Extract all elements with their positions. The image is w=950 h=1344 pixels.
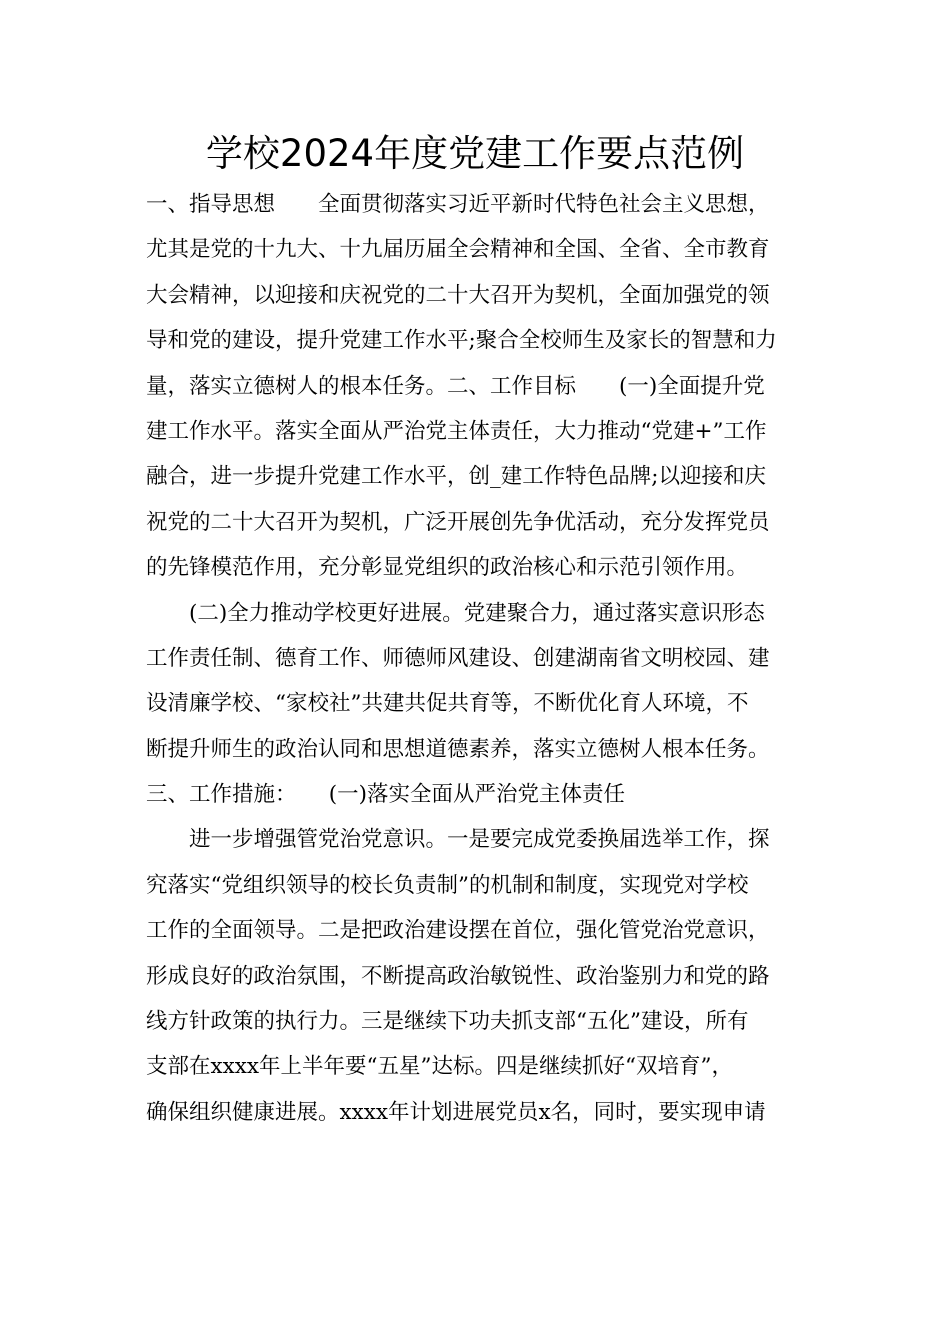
text-line: 融合，进一步提升党建工作水平，创_建工作特色品牌;以迎接和庆 — [146, 464, 766, 490]
text-line: 线方针政策的执行力。三是继续下功夫抓支部“五化”建设，所有 — [146, 1009, 749, 1035]
text-line: 确保组织健康进展。xxxx年计划进展党员x名，同时，要实现申请 — [146, 1099, 766, 1125]
text-line: 尤其是党的十九大、十九届历届全会精神和全国、全省、全市教育 — [146, 237, 770, 263]
text-line: 三、工作措施： (一)落实全面从严治党主体责任 — [146, 782, 626, 808]
text-line: 断提升师生的政治认同和思想道德素养，落实立德树人根本任务。 — [146, 736, 770, 762]
text-line: (二)全力推动学校更好进展。党建聚合力，通过落实意识形态 — [189, 600, 765, 626]
text-line: 进一步增强管党治党意识。一是要完成党委换届选举工作，探 — [189, 827, 770, 853]
text-line: 工作的全面领导。二是把政治建设摆在首位，强化管党治党意识， — [146, 918, 770, 944]
text-line: 一、指导思想 全面贯彻落实习近平新时代特色社会主义思想， — [146, 192, 770, 217]
text-line: 导和党的建设，提升党建工作水平;聚合全校师生及家长的智慧和力 — [146, 328, 777, 354]
text-line: 形成良好的政治氛围，不断提高政治敏锐性、政治鉴别力和党的路 — [146, 963, 770, 989]
text-line: 支部在xxxx年上半年要“五星”达标。四是继续抓好“双培育”， — [146, 1054, 733, 1080]
document-body — [146, 182, 808, 1135]
text-line: 究落实“党组织领导的校长负责制”的机制和制度，实现党对学校 — [146, 872, 749, 898]
text-line: 的先锋模范作用，充分彰显党组织的政治核心和示范引领作用。 — [146, 555, 749, 581]
text-line: 工作责任制、德育工作、师德师风建设、创建湖南省文明校园、建 — [146, 645, 770, 671]
document-title: 学校2024年度党建工作要点范例 — [205, 132, 745, 175]
text-line: 设清廉学校、“家校社”共建共促共育等，不断优化育人环境，不 — [146, 691, 749, 717]
text-line: 建工作水平。落实全面从严治党主体责任，大力推动“党建+”工作 — [146, 418, 767, 444]
text-line: 大会精神，以迎接和庆祝党的二十大召开为契机，全面加强党的领 — [146, 282, 770, 308]
text-line: 祝党的二十大召开为契机，广泛开展创先争优活动，充分发挥党员 — [146, 509, 770, 535]
text-line: 量，落实立德树人的根本任务。二、工作目标 (一)全面提升党 — [146, 373, 765, 399]
